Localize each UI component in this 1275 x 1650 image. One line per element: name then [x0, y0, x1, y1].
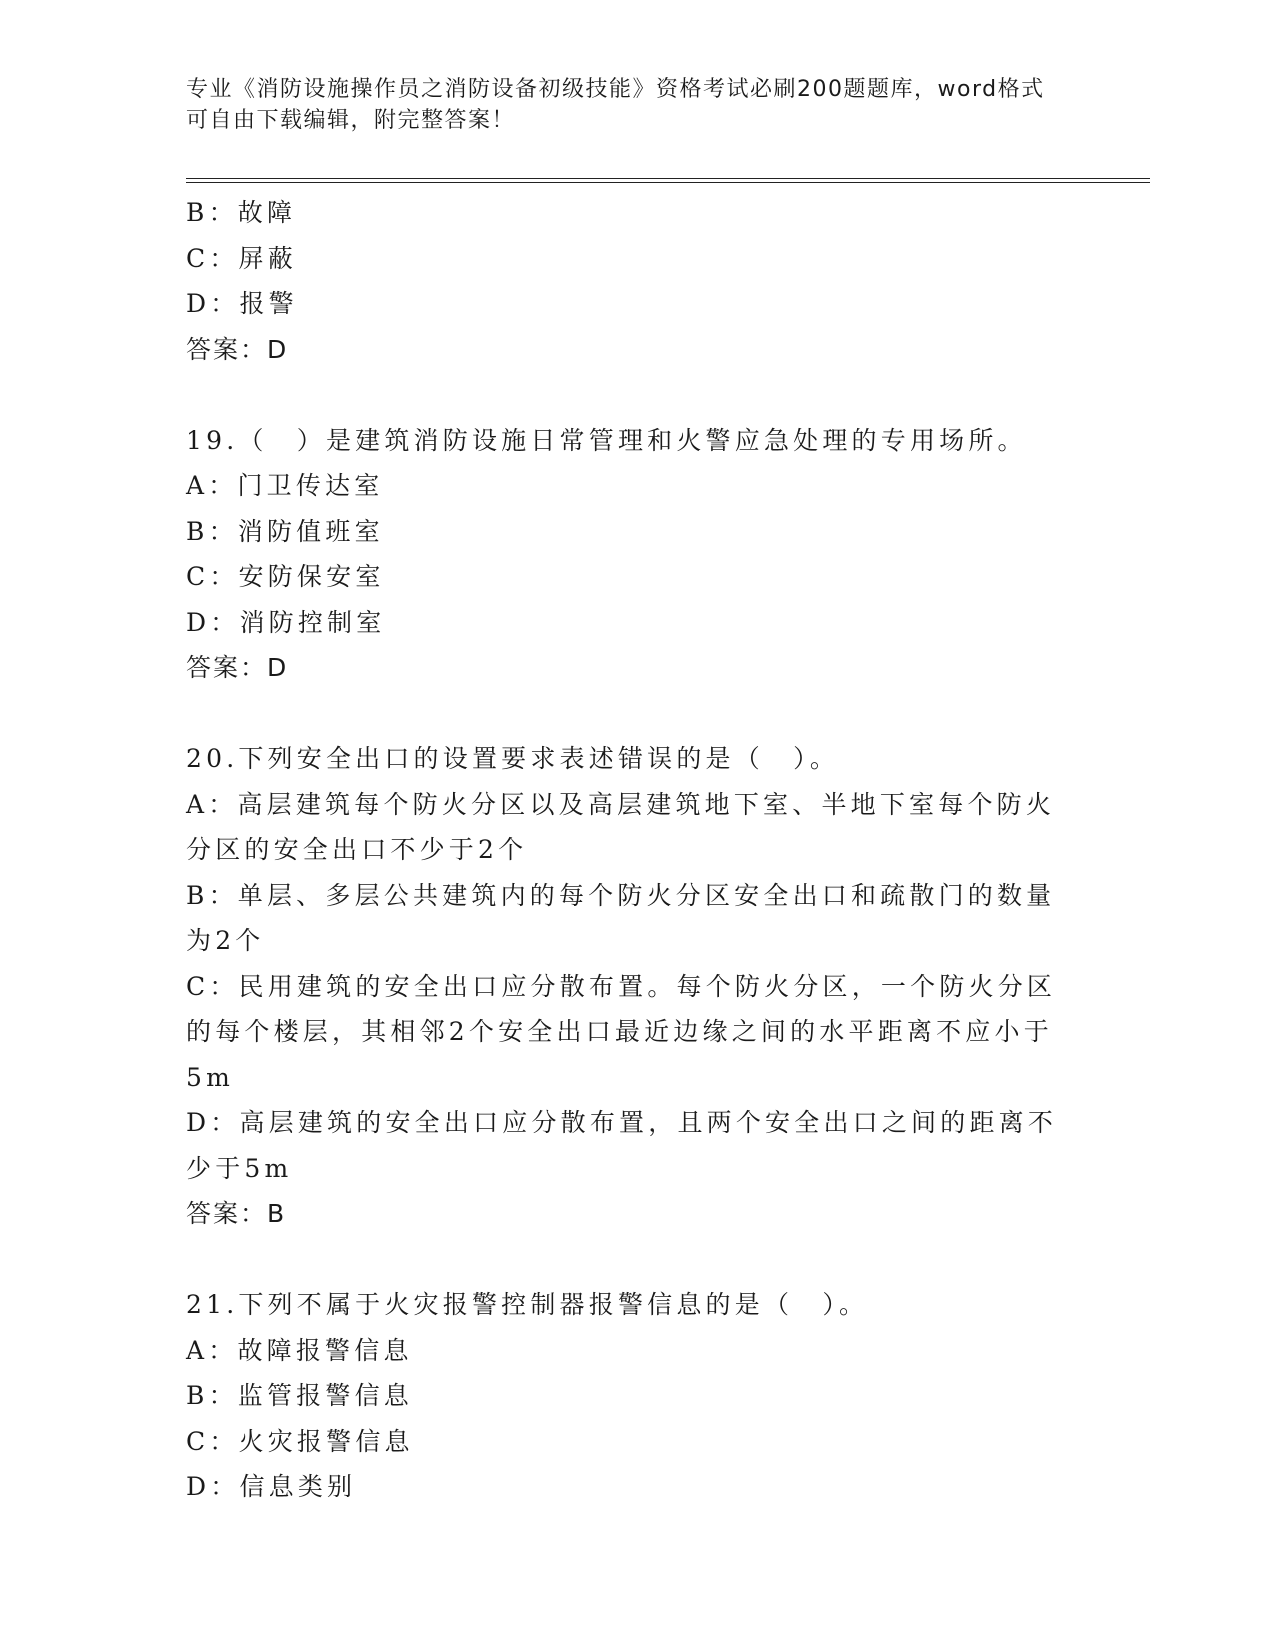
option-a: A：故障报警信息: [186, 1335, 413, 1365]
answer-line: 答案：D: [186, 334, 289, 364]
option-b: B：故障: [186, 198, 297, 227]
option-d: D：消防控制室: [186, 607, 386, 637]
option-c: C：民用建筑的安全出口应分散布置。每个防火分区，一个防火分区的每个楼层，其相邻2个安全出口最近边缘之间的水平距离不应小于5m: [186, 971, 1057, 1092]
option-b: B：监管报警信息: [186, 1381, 413, 1410]
option-d: D：高层建筑的安全出口应分散布置，且两个安全出口之间的距离不少于5m: [186, 1108, 1058, 1183]
option-d: D：信息类别: [186, 1472, 357, 1501]
answer-line: 答案：B: [186, 1199, 287, 1228]
option-b: B：消防值班室: [186, 516, 384, 546]
question-19: [186, 418, 1066, 691]
question-stem: 19.（ ）是建筑消防设施日常管理和火警应急处理的专用场所。: [186, 425, 1027, 455]
answer-line: 答案：D: [186, 653, 289, 682]
question-stem: 21.下列不属于火灾报警控制器报警信息的是（ ）。: [186, 1290, 869, 1319]
question-21: [186, 1282, 1066, 1510]
option-b: B：单层、多层公共建筑内的每个防火分区安全出口和疏散门的数量为2个: [186, 880, 1056, 955]
question-stem: 20.下列安全出口的设置要求表述错误的是（ ）。: [186, 744, 840, 773]
header-divider: [186, 178, 1150, 183]
option-c: C：火灾报警信息: [186, 1426, 414, 1456]
page-header: 专业《消防设施操作员之消防设备初级技能》资格考试必刷200题题库，word格式可自由下载编辑，附完整答案！: [186, 77, 1045, 133]
option-d: D：报警: [186, 289, 298, 318]
option-c: C：屏蔽: [186, 243, 297, 273]
question-list: [186, 190, 1066, 1510]
option-a: A：门卫传达室: [186, 471, 384, 500]
option-a: A：高层建筑每个防火分区以及高层建筑地下室、半地下室每个防火分区的安全出口不少于2个: [186, 789, 1056, 864]
question-20: [186, 736, 1066, 1237]
option-c: C：安防保安室: [186, 562, 385, 591]
